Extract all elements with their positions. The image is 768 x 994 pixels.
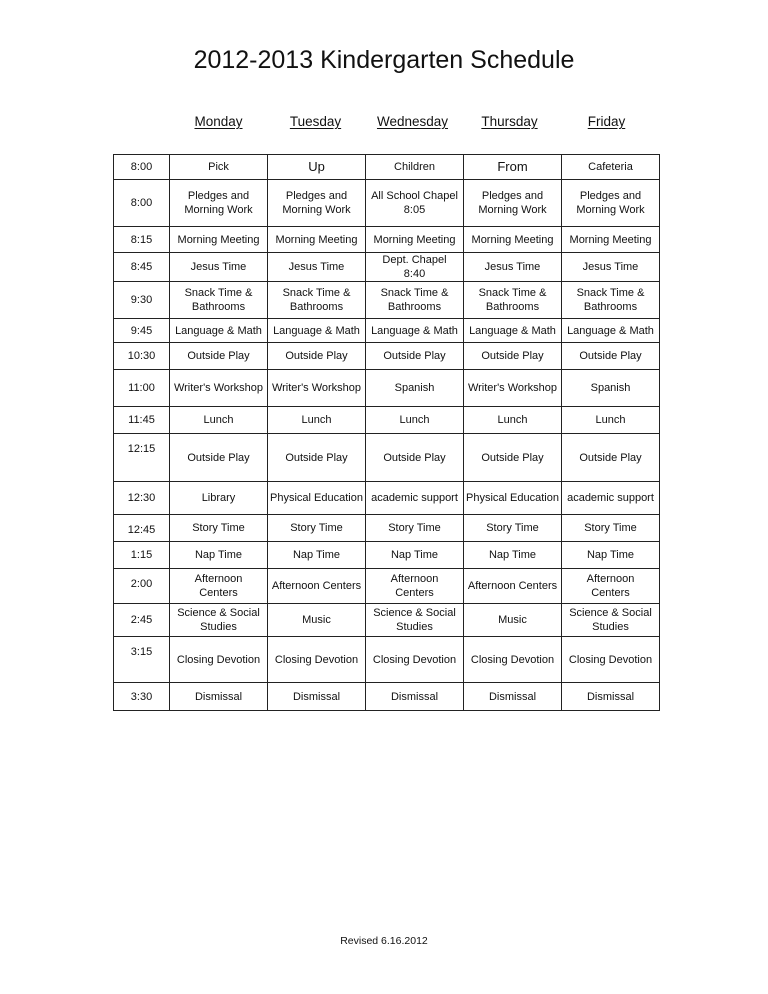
time-cell: 12:15 xyxy=(114,434,170,482)
activity-cell: Writer's Workshop xyxy=(464,370,562,407)
activity-cell: Morning Meeting xyxy=(268,227,366,253)
activity-cell: Pledges and Morning Work xyxy=(170,180,268,227)
schedule-row xyxy=(114,180,660,227)
activity-cell: Writer's Workshop xyxy=(268,370,366,407)
activity-cell: Language & Math xyxy=(170,319,268,343)
time-cell: 11:00 xyxy=(114,370,170,407)
activity-cell: Outside Play xyxy=(464,343,562,370)
activity-cell: Nap Time xyxy=(366,542,464,569)
activity-cell: Snack Time & Bathrooms xyxy=(366,282,464,319)
activity-cell: Dismissal xyxy=(366,683,464,711)
activity-cell: Dismissal xyxy=(268,683,366,711)
time-cell: 1:15 xyxy=(114,542,170,569)
activity-cell: Library xyxy=(170,482,268,515)
time-cell: 12:30 xyxy=(114,482,170,515)
activity-cell: Closing Devotion xyxy=(562,637,660,683)
activity-cell: Closing Devotion xyxy=(268,637,366,683)
activity-cell: Pledges and Morning Work xyxy=(562,180,660,227)
schedule-table xyxy=(113,154,660,711)
activity-cell: Afternoon Centers xyxy=(366,569,464,604)
activity-cell: Story Time xyxy=(268,515,366,542)
activity-cell: Dismissal xyxy=(562,683,660,711)
activity-cell: academic support xyxy=(366,482,464,515)
day-header-row xyxy=(113,114,656,129)
activity-cell: Nap Time xyxy=(562,542,660,569)
activity-cell: Snack Time & Bathrooms xyxy=(464,282,562,319)
time-cell: 12:45 xyxy=(114,515,170,542)
activity-cell: academic support xyxy=(562,482,660,515)
activity-cell: Story Time xyxy=(170,515,268,542)
activity-cell: Afternoon Centers xyxy=(268,569,366,604)
activity-cell: Outside Play xyxy=(268,434,366,482)
activity-cell: Up xyxy=(268,155,366,180)
time-cell: 3:15 xyxy=(114,637,170,683)
time-cell: 9:45 xyxy=(114,319,170,343)
activity-cell: Science & Social Studies xyxy=(562,604,660,637)
activity-cell: Morning Meeting xyxy=(170,227,268,253)
activity-cell: Outside Play xyxy=(366,343,464,370)
activity-cell: Physical Education xyxy=(464,482,562,515)
activity-cell: Morning Meeting xyxy=(366,227,464,253)
time-cell: 2:00 xyxy=(114,569,170,604)
activity-cell: Language & Math xyxy=(268,319,366,343)
schedule-row xyxy=(114,282,660,319)
activity-cell: Science & Social Studies xyxy=(366,604,464,637)
activity-cell: Snack Time & Bathrooms xyxy=(170,282,268,319)
activity-cell: Snack Time & Bathrooms xyxy=(562,282,660,319)
activity-cell: Afternoon Centers xyxy=(170,569,268,604)
time-header-spacer xyxy=(113,114,170,129)
time-cell: 9:30 xyxy=(114,282,170,319)
schedule-row xyxy=(114,683,660,711)
schedule-row xyxy=(114,542,660,569)
schedule-row xyxy=(114,227,660,253)
time-cell: 8:00 xyxy=(114,180,170,227)
schedule-body xyxy=(114,155,660,711)
time-cell: 8:15 xyxy=(114,227,170,253)
activity-cell: Pledges and Morning Work xyxy=(268,180,366,227)
activity-cell: Jesus Time xyxy=(464,253,562,282)
schedule-row xyxy=(114,253,660,282)
time-cell: 8:45 xyxy=(114,253,170,282)
activity-cell: Lunch xyxy=(464,407,562,434)
schedule-row xyxy=(114,370,660,407)
activity-cell: Story Time xyxy=(562,515,660,542)
activity-cell: Nap Time xyxy=(170,542,268,569)
activity-cell: Science & Social Studies xyxy=(170,604,268,637)
activity-cell: Lunch xyxy=(366,407,464,434)
schedule-row xyxy=(114,604,660,637)
activity-cell: Lunch xyxy=(170,407,268,434)
schedule-row xyxy=(114,155,660,180)
time-cell: 3:30 xyxy=(114,683,170,711)
activity-cell: Morning Meeting xyxy=(562,227,660,253)
schedule-row xyxy=(114,482,660,515)
activity-cell: Outside Play xyxy=(464,434,562,482)
day-header-tuesday: Tuesday xyxy=(289,114,342,129)
activity-cell: Story Time xyxy=(366,515,464,542)
day-header-friday: Friday xyxy=(587,114,626,129)
activity-cell: Dept. Chapel 8:40 xyxy=(366,253,464,282)
schedule-row xyxy=(114,319,660,343)
time-cell: 8:00 xyxy=(114,155,170,180)
activity-cell: Afternoon Centers xyxy=(562,569,660,604)
schedule-row xyxy=(114,569,660,604)
activity-cell: Jesus Time xyxy=(170,253,268,282)
activity-cell: Snack Time & Bathrooms xyxy=(268,282,366,319)
activity-cell: Pick xyxy=(170,155,268,180)
revision-note: Revised 6.16.2012 xyxy=(340,935,428,947)
activity-cell: Outside Play xyxy=(268,343,366,370)
activity-cell: Outside Play xyxy=(562,434,660,482)
activity-cell: Dismissal xyxy=(170,683,268,711)
activity-cell: Afternoon Centers xyxy=(464,569,562,604)
day-header-thursday: Thursday xyxy=(481,114,538,129)
page-title: 2012-2013 Kindergarten Schedule xyxy=(193,46,575,74)
activity-cell: All School Chapel 8:05 xyxy=(366,180,464,227)
activity-cell: From xyxy=(464,155,562,180)
time-cell: 11:45 xyxy=(114,407,170,434)
activity-cell: Spanish xyxy=(366,370,464,407)
activity-cell: Spanish xyxy=(562,370,660,407)
activity-cell: Children xyxy=(366,155,464,180)
activity-cell: Pledges and Morning Work xyxy=(464,180,562,227)
activity-cell: Closing Devotion xyxy=(170,637,268,683)
time-cell: 10:30 xyxy=(114,343,170,370)
time-cell: 2:45 xyxy=(114,604,170,637)
activity-cell: Writer's Workshop xyxy=(170,370,268,407)
activity-cell: Language & Math xyxy=(562,319,660,343)
activity-cell: Music xyxy=(268,604,366,637)
activity-cell: Music xyxy=(464,604,562,637)
activity-cell: Morning Meeting xyxy=(464,227,562,253)
activity-cell: Outside Play xyxy=(170,343,268,370)
activity-cell: Outside Play xyxy=(170,434,268,482)
activity-cell: Lunch xyxy=(562,407,660,434)
schedule-row xyxy=(114,434,660,482)
activity-cell: Closing Devotion xyxy=(366,637,464,683)
day-header-monday: Monday xyxy=(194,114,243,129)
day-header-wednesday: Wednesday xyxy=(376,114,449,129)
activity-cell: Jesus Time xyxy=(268,253,366,282)
activity-cell: Nap Time xyxy=(464,542,562,569)
activity-cell: Story Time xyxy=(464,515,562,542)
schedule-row xyxy=(114,343,660,370)
activity-cell: Outside Play xyxy=(366,434,464,482)
activity-cell: Jesus Time xyxy=(562,253,660,282)
activity-cell: Dismissal xyxy=(464,683,562,711)
activity-cell: Lunch xyxy=(268,407,366,434)
schedule-row xyxy=(114,637,660,683)
activity-cell: Language & Math xyxy=(464,319,562,343)
activity-cell: Nap Time xyxy=(268,542,366,569)
activity-cell: Physical Education xyxy=(268,482,366,515)
activity-cell: Language & Math xyxy=(366,319,464,343)
activity-cell: Cafeteria xyxy=(562,155,660,180)
schedule-row xyxy=(114,407,660,434)
activity-cell: Outside Play xyxy=(562,343,660,370)
schedule-row xyxy=(114,515,660,542)
activity-cell: Closing Devotion xyxy=(464,637,562,683)
